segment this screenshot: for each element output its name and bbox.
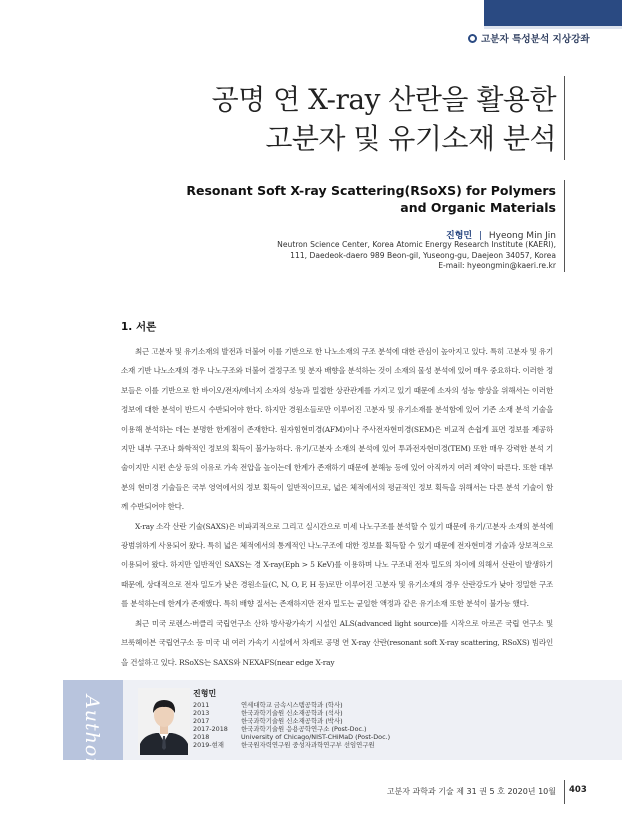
author-separator: | bbox=[478, 231, 483, 241]
header-corner-bar bbox=[484, 0, 622, 26]
series-label bbox=[468, 29, 622, 47]
body-text bbox=[121, 342, 553, 672]
paragraph: X-ray 소각 산란 기술(SAXS)은 비파괴적으로 그리고 실시간으로 미세 나노구조를 분석할 수 있기 때문에 유기/고분자 소재의 분석에 광범위하게 사용되어 왔다. 특히 넓은 체적에서의 통계적인 나노구조에 대한 정보를 획득할 수 있기 때문에 전자현미경 기술과 상보적으로 이용되어 왔다. 하지만 일반적인 SAXS는 경 X-ray(Eph > 5 KeV)를 이용하며 나노 구조내 전자 밀도의 차이에 의해서 산란이 발생하기 때문에, 상대적으로 전자 밀도가 낮은 경원소들(C, N, O, F, H 등)로만 이루어진 고분자 및 유기소재의 경우 산란강도가 낮아 정밀한 구조를 분석하는데 한계가 존재했다. 특히 배향 질서는 존재하지만 전자 밀도는 균일한 액정과 같은 유기소재 또한 분석이 불가능 했다. bbox=[121, 521, 553, 609]
author-name-ko: 진형민 bbox=[446, 231, 473, 241]
footer-rule bbox=[564, 780, 565, 804]
subtitle-line: Resonant Soft X-ray Scattering(RSoXS) for Polymers bbox=[186, 183, 556, 198]
bio-entry: 2018 University of Chicago/NIST-CHiMaD (Post-Doc.) bbox=[193, 733, 391, 742]
bio-entry: 2013 한국과학기술원 신소재공학과 (석사) bbox=[193, 709, 343, 718]
subtitle-rule bbox=[564, 180, 565, 272]
title-line: 고분자 및 유기소재 분석 bbox=[265, 122, 556, 155]
journal-footer: 고분자 과학과 기술 제 31 권 5 호 2020년 10월 bbox=[386, 787, 556, 796]
author-portrait-icon bbox=[138, 688, 190, 755]
author-photo bbox=[138, 688, 190, 755]
article-subtitle bbox=[186, 182, 556, 216]
article-title bbox=[212, 80, 556, 158]
bio-entry: 2011 연세대학교 금속시스템공학과 (학사) bbox=[193, 701, 343, 709]
bio-list bbox=[193, 701, 390, 750]
title-line: 공명 연 X-ray 산란을 활용한 bbox=[211, 83, 556, 116]
bio-entry: 2019-현재 한국원자력연구원 중성자과학연구부 선임연구원 bbox=[193, 741, 375, 750]
bio-entry: 2017-2018 한국과학기술원 응용공학연구소 (Post-Doc.) bbox=[193, 725, 367, 734]
affiliation-line: Neutron Science Center, Korea Atomic Energy Research Institute (KAERI), bbox=[277, 240, 556, 249]
affiliation-line: 111, Daedeok-daero 989 Beon-gil, Yuseong-gu, Daejeon 34057, Korea bbox=[290, 250, 556, 260]
section-heading: 1. 서론 bbox=[121, 321, 157, 333]
series-label-text: 고분자 특성분석 지상강좌 bbox=[481, 34, 590, 45]
bullet-circle-icon bbox=[468, 34, 477, 43]
subtitle-line: and Organic Materials bbox=[400, 200, 556, 215]
affiliation-email[interactable]: E-mail: hyeongmin@kaeri.re.kr bbox=[438, 261, 556, 270]
bio-name: 진형민 bbox=[193, 689, 217, 698]
paragraph: 최근 미국 로렌스-버클리 국립연구소 산하 방사광가속기 시설인 ALS(advanced light source)를 시작으로 아르곤 국립 연구소 및 브룩헤이븐 국립연구소 등 미국 내 여러 가속기 시설에서 차례로 공명 연 X-ray 산란(resonant soft X-ray scattering, RSoXS) 빔라인을 건설하고 있다. RSoXS는 SAXS와 NEXAFS(near edge X-ray bbox=[121, 618, 553, 667]
paragraph: 최근 고분자 및 유기소재의 발전과 더불어 이를 기반으로 한 나노소재의 구조 분석에 대한 관심이 높아지고 있다. 특히 고분자 및 유기소재 기반 나노소재의 경우 나노구조와 더불어 결정구조 및 분자 배향을 분석하는 것이 소재의 물성 분석에 있어 매우 중요하다. 이러한 정보들은 이를 기반으로 한 바이오/전자/에너지 소자의 성능과 밀접한 상관관계를 가지고 있기 때문에 소자의 성능 향상을 위해서는 이러한 정보에 대한 분석이 반드시 수반되어야 한다. 하지만 경원소들로만 이루어진 고분자 및 유기소재를 분석함에 있어 기존 소재 분석 기술을 이용해 분석하는 데는 분명한 한계점이 존재한다. 원자힘현미경(AFM)이나 주사전자현미경(SEM)은 비교적 손쉽게 표면 정보를 제공하지만 내부 구조나 화학적인 정보의 획득이 불가능하다. 유기/고분자 소재의 분석에 있어 투과전자현미경(TEM) 또한 매우 강력한 분석 기술이지만 시편 손상 등의 이유로 가속 전압을 높이는데 한계가 존재하기 때문에 분해능 등에 있어 아직까지 여러 제약이 따른다. 또한 대부분의 현미경 기술들은 국부 영역에서의 정보 획득이 일반적이므로, 넓은 체적에서의 평균적인 정보 획득을 위해서는 다른 분석 기술이 함께 수반되어야 한다. bbox=[121, 347, 553, 512]
affiliation bbox=[277, 240, 556, 272]
page-number: 403 bbox=[569, 785, 587, 795]
title-rule bbox=[564, 76, 565, 160]
author-name-en: Hyeong Min Jin bbox=[488, 231, 556, 241]
author-box-label: Author bbox=[81, 695, 103, 768]
bio-entry: 2017 한국과학기술원 신소재공학과 (박사) bbox=[193, 717, 343, 726]
